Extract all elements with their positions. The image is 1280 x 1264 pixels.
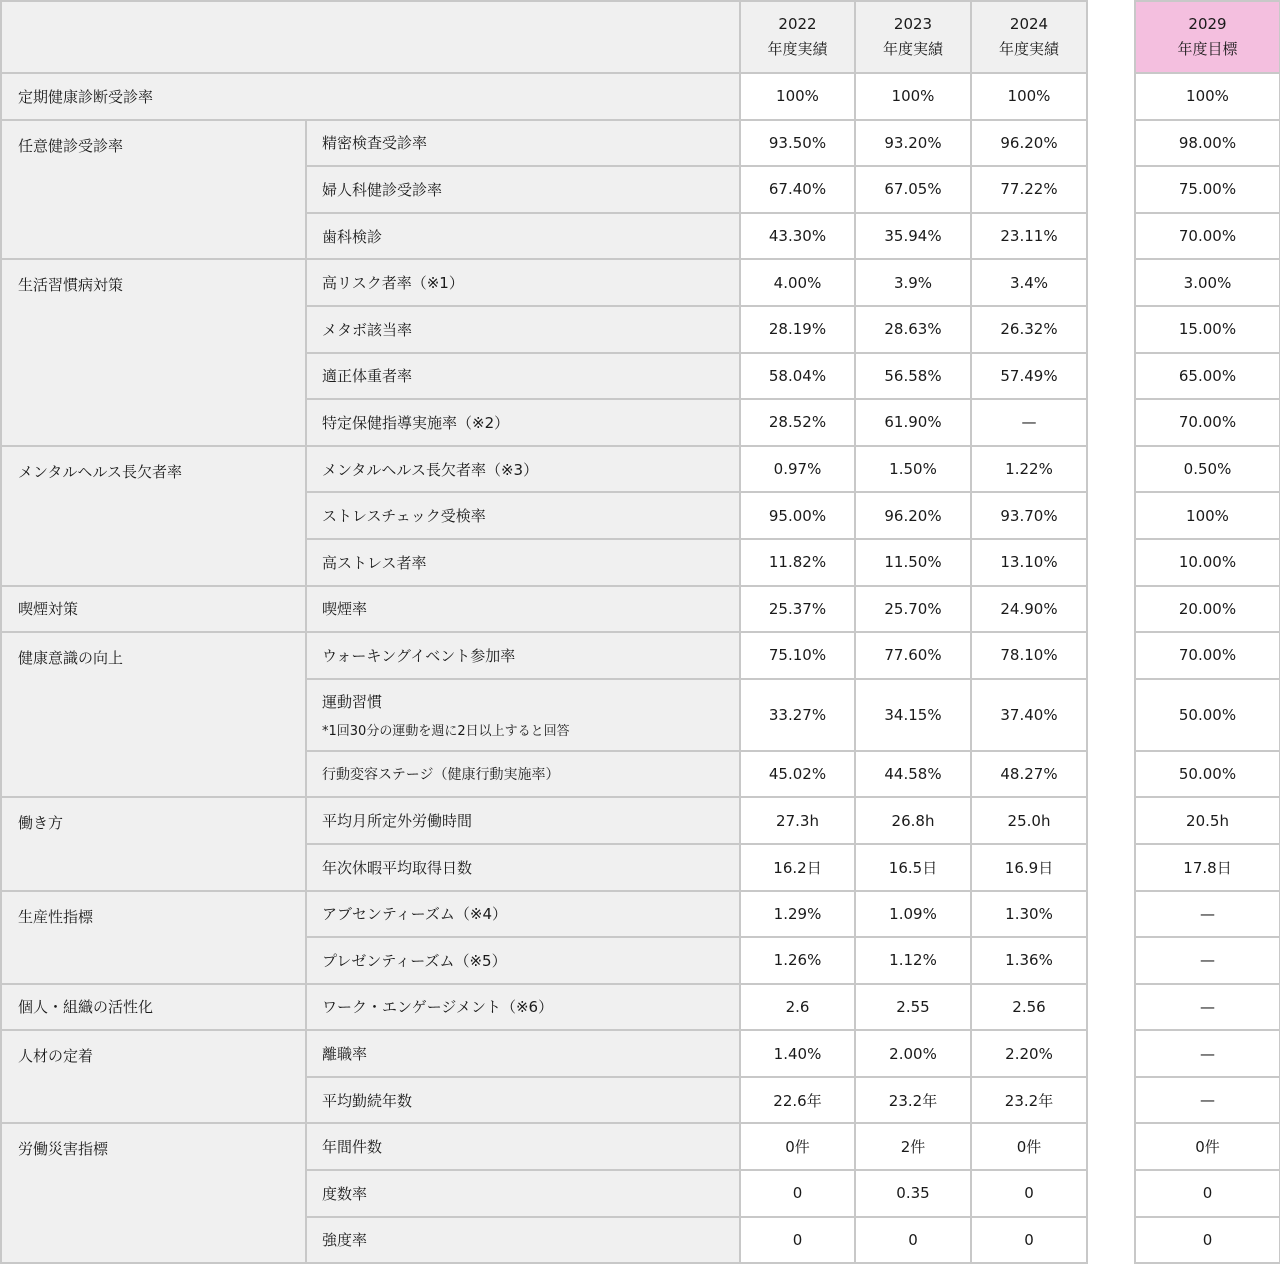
target-cell: 20.5h bbox=[1135, 797, 1280, 844]
category-label: メンタルヘルス長欠者率 bbox=[1, 446, 306, 586]
header-2029-target: 2029 年度目標 bbox=[1135, 1, 1280, 73]
value-cell: 16.5日 bbox=[855, 844, 971, 891]
value-cell: 1.50% bbox=[855, 446, 971, 493]
target-cell: 10.00% bbox=[1135, 539, 1280, 586]
target-cell: 70.00% bbox=[1135, 399, 1280, 446]
value-cell: 26.8h bbox=[855, 797, 971, 844]
value-cell: 1.22% bbox=[971, 446, 1087, 493]
value-cell: 2.00% bbox=[855, 1030, 971, 1077]
value-cell: 67.05% bbox=[855, 166, 971, 213]
target-cell: — bbox=[1135, 891, 1280, 938]
item-label: 高ストレス者率 bbox=[306, 539, 740, 586]
value-cell: 0 bbox=[855, 1217, 971, 1264]
item-label: 喫煙率 bbox=[306, 586, 740, 633]
value-cell: 1.09% bbox=[855, 891, 971, 938]
value-cell: 24.90% bbox=[971, 586, 1087, 633]
item-label bbox=[306, 679, 740, 751]
value-cell: 44.58% bbox=[855, 751, 971, 798]
table-row bbox=[1, 891, 1087, 938]
target-cell: 0件 bbox=[1135, 1123, 1280, 1170]
item-label: 平均月所定外労働時間 bbox=[306, 797, 740, 844]
value-cell: 28.63% bbox=[855, 306, 971, 353]
value-cell: 16.9日 bbox=[971, 844, 1087, 891]
item-label: 婦人科健診受診率 bbox=[306, 166, 740, 213]
value-cell: 2.55 bbox=[855, 984, 971, 1031]
value-cell: 1.30% bbox=[971, 891, 1087, 938]
table-row bbox=[1, 120, 1087, 167]
item-label: 年間件数 bbox=[306, 1123, 740, 1170]
item-label: 適正体重者率 bbox=[306, 353, 740, 400]
value-cell: 43.30% bbox=[740, 213, 855, 260]
value-cell: 13.10% bbox=[971, 539, 1087, 586]
value-cell: 100% bbox=[971, 73, 1087, 120]
value-cell: 1.36% bbox=[971, 937, 1087, 984]
value-cell: 58.04% bbox=[740, 353, 855, 400]
value-cell: 0 bbox=[971, 1217, 1087, 1264]
value-cell: 0 bbox=[971, 1170, 1087, 1217]
item-label: プレゼンティーズム（※5） bbox=[306, 937, 740, 984]
table-row bbox=[1, 73, 1087, 120]
value-cell: 22.6年 bbox=[740, 1077, 855, 1124]
target-cell: — bbox=[1135, 1077, 1280, 1124]
value-cell: 16.2日 bbox=[740, 844, 855, 891]
item-label: 離職率 bbox=[306, 1030, 740, 1077]
item-label: アブセンティーズム（※4） bbox=[306, 891, 740, 938]
value-cell: 23.2年 bbox=[855, 1077, 971, 1124]
value-cell: 48.27% bbox=[971, 751, 1087, 798]
value-cell: 11.82% bbox=[740, 539, 855, 586]
value-cell: 25.70% bbox=[855, 586, 971, 633]
item-label: 行動変容ステージ（健康行動実施率） bbox=[306, 751, 740, 798]
value-cell: 23.2年 bbox=[971, 1077, 1087, 1124]
target-cell: 65.00% bbox=[1135, 353, 1280, 400]
target-cell: 100% bbox=[1135, 73, 1280, 120]
value-cell: 0.35 bbox=[855, 1170, 971, 1217]
target-cell: 0 bbox=[1135, 1217, 1280, 1264]
item-label: 平均勤続年数 bbox=[306, 1077, 740, 1124]
value-cell: 1.29% bbox=[740, 891, 855, 938]
value-cell: 93.50% bbox=[740, 120, 855, 167]
category-label: 健康意識の向上 bbox=[1, 632, 306, 797]
target-cell: 98.00% bbox=[1135, 120, 1280, 167]
item-label: 年次休暇平均取得日数 bbox=[306, 844, 740, 891]
table-row bbox=[1, 1030, 1087, 1077]
value-cell: 75.10% bbox=[740, 632, 855, 679]
item-label: ウォーキングイベント参加率 bbox=[306, 632, 740, 679]
value-cell: 78.10% bbox=[971, 632, 1087, 679]
target-cell: 50.00% bbox=[1135, 679, 1280, 751]
value-cell: — bbox=[971, 399, 1087, 446]
value-cell: 37.40% bbox=[971, 679, 1087, 751]
target-cell: — bbox=[1135, 937, 1280, 984]
value-cell: 11.50% bbox=[855, 539, 971, 586]
item-note: *1回30分の運動を週に2日以上すると回答 bbox=[322, 723, 570, 739]
value-cell: 25.37% bbox=[740, 586, 855, 633]
item-label: ワーク・エンゲージメント（※6） bbox=[306, 984, 740, 1031]
value-cell: 25.0h bbox=[971, 797, 1087, 844]
value-cell: 4.00% bbox=[740, 259, 855, 306]
target-cell: 15.00% bbox=[1135, 306, 1280, 353]
item-label: 度数率 bbox=[306, 1170, 740, 1217]
value-cell: 27.3h bbox=[740, 797, 855, 844]
category-label: 喫煙対策 bbox=[1, 586, 306, 633]
target-cell: — bbox=[1135, 1030, 1280, 1077]
value-cell: 0.97% bbox=[740, 446, 855, 493]
category-label: 働き方 bbox=[1, 797, 306, 890]
table-row bbox=[1, 446, 1087, 493]
item-label: 精密検査受診率 bbox=[306, 120, 740, 167]
item-label: 歯科検診 bbox=[306, 213, 740, 260]
value-cell: 100% bbox=[740, 73, 855, 120]
value-cell: 23.11% bbox=[971, 213, 1087, 260]
value-cell: 57.49% bbox=[971, 353, 1087, 400]
header-2024: 2024 年度実績 bbox=[971, 1, 1087, 73]
value-cell: 33.27% bbox=[740, 679, 855, 751]
target-cell: 20.00% bbox=[1135, 586, 1280, 633]
category-label: 任意健診受診率 bbox=[1, 120, 306, 260]
item-label: 特定保健指導実施率（※2） bbox=[306, 399, 740, 446]
value-cell: 2.6 bbox=[740, 984, 855, 1031]
table-row bbox=[1, 586, 1087, 633]
value-cell: 1.12% bbox=[855, 937, 971, 984]
item-label: ストレスチェック受検率 bbox=[306, 492, 740, 539]
target-cell: 3.00% bbox=[1135, 259, 1280, 306]
item-label: 高リスク者率（※1） bbox=[306, 259, 740, 306]
target-cell: 0 bbox=[1135, 1170, 1280, 1217]
target-cell: 100% bbox=[1135, 492, 1280, 539]
value-cell: 93.70% bbox=[971, 492, 1087, 539]
target-cell: 75.00% bbox=[1135, 166, 1280, 213]
value-cell: 0 bbox=[740, 1170, 855, 1217]
value-cell: 34.15% bbox=[855, 679, 971, 751]
value-cell: 95.00% bbox=[740, 492, 855, 539]
table-row bbox=[1, 1123, 1087, 1170]
value-cell: 96.20% bbox=[855, 492, 971, 539]
value-cell: 0 bbox=[740, 1217, 855, 1264]
value-cell: 28.52% bbox=[740, 399, 855, 446]
value-cell: 2.56 bbox=[971, 984, 1087, 1031]
header-row bbox=[1, 1, 1087, 73]
value-cell: 3.4% bbox=[971, 259, 1087, 306]
category-label: 生産性指標 bbox=[1, 891, 306, 984]
value-cell: 100% bbox=[855, 73, 971, 120]
target-cell: 0.50% bbox=[1135, 446, 1280, 493]
item-label: 強度率 bbox=[306, 1217, 740, 1264]
value-cell: 0件 bbox=[971, 1123, 1087, 1170]
value-cell: 93.20% bbox=[855, 120, 971, 167]
target-cell: 70.00% bbox=[1135, 213, 1280, 260]
header-2022: 2022 年度実績 bbox=[740, 1, 855, 73]
category-label: 人材の定着 bbox=[1, 1030, 306, 1123]
value-cell: 77.22% bbox=[971, 166, 1087, 213]
category-label: 定期健康診断受診率 bbox=[1, 73, 740, 120]
category-label: 個人・組織の活性化 bbox=[1, 984, 306, 1031]
item-label: メタボ該当率 bbox=[306, 306, 740, 353]
target-cell: — bbox=[1135, 984, 1280, 1031]
item-label-text: 運動習慣 bbox=[322, 692, 383, 711]
value-cell: 56.58% bbox=[855, 353, 971, 400]
category-label: 生活習慣病対策 bbox=[1, 259, 306, 445]
target-cell: 50.00% bbox=[1135, 751, 1280, 798]
value-cell: 3.9% bbox=[855, 259, 971, 306]
category-label: 労働災害指標 bbox=[1, 1123, 306, 1263]
header-row bbox=[1135, 1, 1280, 73]
header-blank bbox=[1, 1, 740, 73]
value-cell: 61.90% bbox=[855, 399, 971, 446]
value-cell: 28.19% bbox=[740, 306, 855, 353]
target-table bbox=[1134, 0, 1280, 1264]
table-row bbox=[1, 259, 1087, 306]
table-row bbox=[1, 797, 1087, 844]
target-cell: 70.00% bbox=[1135, 632, 1280, 679]
table-row bbox=[1, 632, 1087, 679]
value-cell: 1.26% bbox=[740, 937, 855, 984]
header-2023: 2023 年度実績 bbox=[855, 1, 971, 73]
value-cell: 1.40% bbox=[740, 1030, 855, 1077]
value-cell: 45.02% bbox=[740, 751, 855, 798]
value-cell: 67.40% bbox=[740, 166, 855, 213]
value-cell: 77.60% bbox=[855, 632, 971, 679]
value-cell: 96.20% bbox=[971, 120, 1087, 167]
target-cell: 17.8日 bbox=[1135, 844, 1280, 891]
table-row bbox=[1, 984, 1087, 1031]
value-cell: 2件 bbox=[855, 1123, 971, 1170]
value-cell: 2.20% bbox=[971, 1030, 1087, 1077]
value-cell: 0件 bbox=[740, 1123, 855, 1170]
value-cell: 26.32% bbox=[971, 306, 1087, 353]
value-cell: 35.94% bbox=[855, 213, 971, 260]
item-label: メンタルヘルス長欠者率（※3） bbox=[306, 446, 740, 493]
